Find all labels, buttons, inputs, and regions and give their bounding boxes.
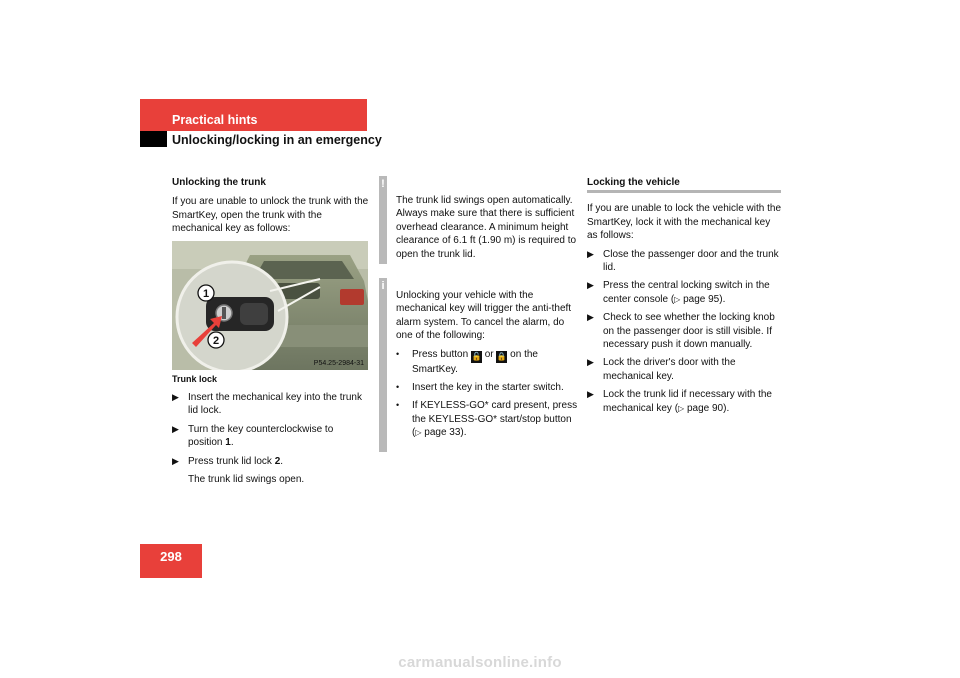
arrow-bullet-icon: ▶ [587,280,594,291]
section-header [140,99,367,131]
unlock-button-icon: 🔓 [471,351,482,361]
header-marker [140,131,167,147]
info-bullet-insert-key: • Insert the key in the starter switch. [396,382,564,394]
dot-bullet-icon: • [396,348,400,359]
step-central-locking: ▶ Press the central locking switch in the center console (▷ page 95). [587,280,770,305]
photo-label-2: 2 [212,334,220,347]
step-lock-trunk: ▶ Lock the trunk lid if necessary with the mechanical key (▷ page 90). [587,389,772,414]
info-icon: i [381,280,385,292]
info-intro: Unlocking your vehicle with the mechanical key will trigger the anti-theft alarm system. To cancel the alarm, do one of the following: [396,290,572,342]
arrow-bullet-icon: ▶ [587,248,594,259]
intro-locking-vehicle: If you are unable to lock the vehicle with the SmartKey, lock it with the mechanical key as follows: [587,203,782,242]
arrow-bullet-icon: ▶ [587,357,594,368]
heading-locking-vehicle: Locking the vehicle [587,176,781,193]
page-ref-icon: ▷ [674,294,681,304]
step-press-lock: ▶ Press trunk lid lock 2. [172,455,284,467]
column-locking-vehicle [587,176,781,420]
step-lock-driver-door: ▶ Lock the driver's door with the mechanical key. [587,357,736,382]
info-bullet-press-button: • Press button 🔓 or 🔒 on the SmartKey. [396,348,538,375]
column-notes [396,176,578,445]
result-text: The trunk lid swings open. [188,474,305,486]
info-bar [379,278,387,452]
step-close-doors: ▶ Close the passenger door and the trunk lid. [587,248,779,274]
photo-code: P54.25-2984-31 [313,359,364,367]
page-ref-icon: ▷ [678,403,685,413]
watermark-link[interactable]: carmanualsonline.info [398,654,562,671]
lock-button-icon: 🔒 [496,351,507,361]
warning-icon: ! [381,178,385,190]
arrow-bullet-icon: ▶ [172,392,179,403]
warning-bar [379,176,387,264]
trunk-lock-photo [172,241,368,370]
photo-label-1: 1 [202,287,210,300]
column-unlocking-trunk [172,176,370,491]
page-ref-icon: ▷ [415,428,422,438]
arrow-bullet-icon: ▶ [587,312,594,323]
section-title: Practical hints [172,113,258,127]
dot-bullet-icon: • [396,400,400,411]
page-number: 298 [140,544,202,578]
image-caption: Trunk lock [172,373,218,384]
step-turn-key: ▶ Turn the key counterclockwise to position 1. [172,423,334,449]
arrow-bullet-icon: ▶ [172,423,179,434]
dot-bullet-icon: • [396,382,400,393]
arrow-bullet-icon: ▶ [172,455,179,466]
info-bullet-keyless-go: • If KEYLESS-GO* card present, press the KEYLESS-GO* start/stop button (▷ page 33). [396,400,578,439]
warning-text: The trunk lid swings open automatically. Always make sure that there is sufficient overhead clearance. A minimum height clearance of 6.1 ft (1.90 m) is required to open the trunk lid. [396,195,577,260]
step-check-knob: ▶ Check to see whether the locking knob on the passenger door is still visible. If necessary push it down manually. [587,312,775,351]
arrow-bullet-icon: ▶ [587,389,594,400]
step-insert-key: ▶ Insert the mechanical key into the trunk lid lock. [172,392,362,417]
heading-unlocking-trunk: Unlocking the trunk [172,177,266,188]
page-subtitle: Unlocking/locking in an emergency [172,133,382,147]
intro-unlocking-trunk: If you are unable to unlock the trunk with the SmartKey, open the trunk with the mechanical key as follows: [172,196,369,235]
